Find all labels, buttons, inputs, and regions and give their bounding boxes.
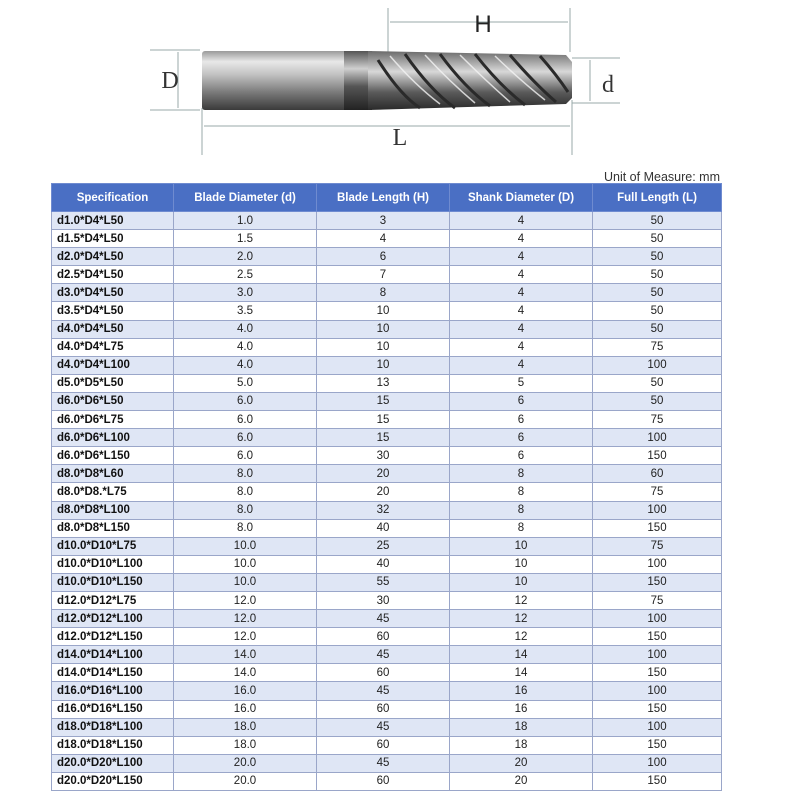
- cell-shank-diameter: 18: [450, 736, 593, 754]
- cell-shank-diameter: 10: [450, 573, 593, 591]
- cell-shank-diameter: 12: [450, 591, 593, 609]
- cell-blade-diameter: 8.0: [174, 465, 317, 483]
- cell-blade-length: 10: [317, 302, 450, 320]
- cell-blade-diameter: 4.0: [174, 320, 317, 338]
- table-row: [52, 772, 722, 790]
- table-row: [52, 374, 722, 392]
- cell-blade-diameter: 6.0: [174, 447, 317, 465]
- header-shank-diameter: Shank Diameter (D): [450, 184, 593, 212]
- table-row: [52, 646, 722, 664]
- cell-specification: d16.0*D16*L100: [52, 682, 174, 700]
- cell-shank-diameter: 4: [450, 356, 593, 374]
- unit-of-measure: Unit of Measure: mm: [603, 170, 720, 184]
- cell-specification: d6.0*D6*L50: [52, 392, 174, 410]
- cell-specification: d8.0*D8*L60: [52, 465, 174, 483]
- table-row: [52, 573, 722, 591]
- table-row: [52, 248, 722, 266]
- cell-specification: d20.0*D20*L100: [52, 754, 174, 772]
- cell-blade-length: 30: [317, 591, 450, 609]
- table-row: [52, 718, 722, 736]
- cell-specification: d16.0*D16*L150: [52, 700, 174, 718]
- cell-full-length: 75: [593, 537, 722, 555]
- cell-shank-diameter: 6: [450, 429, 593, 447]
- cell-blade-length: 40: [317, 519, 450, 537]
- cell-specification: d4.0*D4*L100: [52, 356, 174, 374]
- cell-shank-diameter: 8: [450, 465, 593, 483]
- cell-blade-diameter: 2.5: [174, 266, 317, 284]
- cell-specification: d4.0*D4*L75: [52, 338, 174, 356]
- table-row: [52, 284, 722, 302]
- cell-shank-diameter: 6: [450, 411, 593, 429]
- cell-blade-diameter: 8.0: [174, 483, 317, 501]
- cell-blade-length: 45: [317, 646, 450, 664]
- table-row: [52, 700, 722, 718]
- cell-blade-length: 15: [317, 392, 450, 410]
- cell-full-length: 50: [593, 284, 722, 302]
- cell-full-length: 150: [593, 772, 722, 790]
- cell-blade-length: 60: [317, 700, 450, 718]
- cell-full-length: 50: [593, 374, 722, 392]
- blade-length-dimension: [388, 8, 570, 52]
- cell-specification: d18.0*D18*L150: [52, 736, 174, 754]
- cell-specification: d10.0*D10*L75: [52, 537, 174, 555]
- cell-blade-diameter: 10.0: [174, 555, 317, 573]
- cell-specification: d5.0*D5*L50: [52, 374, 174, 392]
- cell-shank-diameter: 4: [450, 284, 593, 302]
- cell-specification: d10.0*D10*L100: [52, 555, 174, 573]
- cell-blade-diameter: 6.0: [174, 429, 317, 447]
- cell-blade-diameter: 2.0: [174, 248, 317, 266]
- table-header-row: [52, 184, 722, 212]
- cell-blade-length: 4: [317, 230, 450, 248]
- cell-blade-length: 20: [317, 483, 450, 501]
- cell-full-length: 50: [593, 230, 722, 248]
- cell-specification: d3.0*D4*L50: [52, 284, 174, 302]
- cell-blade-diameter: 8.0: [174, 501, 317, 519]
- cell-blade-length: 55: [317, 573, 450, 591]
- cell-blade-diameter: 4.0: [174, 356, 317, 374]
- table-row: [52, 338, 722, 356]
- cell-full-length: 100: [593, 429, 722, 447]
- cell-full-length: 50: [593, 212, 722, 230]
- cell-shank-diameter: 10: [450, 555, 593, 573]
- cell-blade-length: 10: [317, 356, 450, 374]
- cell-full-length: 100: [593, 682, 722, 700]
- cell-shank-diameter: 6: [450, 447, 593, 465]
- cell-full-length: 100: [593, 356, 722, 374]
- table-row: [52, 465, 722, 483]
- cell-blade-diameter: 10.0: [174, 537, 317, 555]
- cell-shank-diameter: 8: [450, 501, 593, 519]
- cell-shank-diameter: 4: [450, 302, 593, 320]
- cell-blade-diameter: 18.0: [174, 736, 317, 754]
- table-row: [52, 392, 722, 410]
- cell-blade-diameter: 6.0: [174, 392, 317, 410]
- cell-specification: d12.0*D12*L100: [52, 610, 174, 628]
- cell-blade-diameter: 1.5: [174, 230, 317, 248]
- table-row: [52, 754, 722, 772]
- cell-shank-diameter: 4: [450, 338, 593, 356]
- table-row: [52, 230, 722, 248]
- cell-blade-diameter: 10.0: [174, 573, 317, 591]
- cell-blade-diameter: 8.0: [174, 519, 317, 537]
- cell-full-length: 150: [593, 628, 722, 646]
- cell-full-length: 150: [593, 519, 722, 537]
- cell-blade-diameter: 12.0: [174, 591, 317, 609]
- table-row: [52, 555, 722, 573]
- cell-shank-diameter: 8: [450, 483, 593, 501]
- shank-diameter-dimension: [150, 50, 200, 110]
- cell-specification: d1.5*D4*L50: [52, 230, 174, 248]
- cell-full-length: 50: [593, 302, 722, 320]
- cell-blade-length: 13: [317, 374, 450, 392]
- shank: [202, 51, 348, 110]
- cell-full-length: 50: [593, 392, 722, 410]
- table-row: [52, 664, 722, 682]
- cell-blade-diameter: 3.0: [174, 284, 317, 302]
- cell-specification: d8.0*D8*L100: [52, 501, 174, 519]
- cell-blade-diameter: 6.0: [174, 411, 317, 429]
- table-row: [52, 212, 722, 230]
- cell-blade-length: 10: [317, 338, 450, 356]
- cell-blade-length: 3: [317, 212, 450, 230]
- cell-full-length: 60: [593, 465, 722, 483]
- cell-shank-diameter: 8: [450, 519, 593, 537]
- table-row: [52, 447, 722, 465]
- cell-full-length: 50: [593, 266, 722, 284]
- cell-shank-diameter: 4: [450, 266, 593, 284]
- table-row: [52, 302, 722, 320]
- cell-blade-length: 15: [317, 429, 450, 447]
- cell-blade-length: 60: [317, 736, 450, 754]
- cell-shank-diameter: 4: [450, 212, 593, 230]
- cell-shank-diameter: 20: [450, 754, 593, 772]
- cell-blade-length: 45: [317, 718, 450, 736]
- specification-table: [51, 183, 722, 791]
- label-shank-d: D: [161, 68, 179, 94]
- table-row: [52, 266, 722, 284]
- cell-specification: d2.0*D4*L50: [52, 248, 174, 266]
- cell-blade-diameter: 18.0: [174, 718, 317, 736]
- header-specification: Specification: [52, 184, 174, 212]
- cell-specification: d1.0*D4*L50: [52, 212, 174, 230]
- table-row: [52, 736, 722, 754]
- end-mill-tool: [202, 51, 572, 110]
- cell-specification: d6.0*D6*L75: [52, 411, 174, 429]
- cell-shank-diameter: 18: [450, 718, 593, 736]
- cell-shank-diameter: 10: [450, 537, 593, 555]
- cell-full-length: 75: [593, 483, 722, 501]
- table-row: [52, 610, 722, 628]
- cell-blade-diameter: 14.0: [174, 664, 317, 682]
- cell-shank-diameter: 12: [450, 610, 593, 628]
- cell-specification: d14.0*D14*L150: [52, 664, 174, 682]
- cell-blade-diameter: 20.0: [174, 772, 317, 790]
- cell-full-length: 150: [593, 447, 722, 465]
- cell-blade-length: 45: [317, 754, 450, 772]
- cell-full-length: 50: [593, 248, 722, 266]
- cell-shank-diameter: 4: [450, 230, 593, 248]
- cell-specification: d20.0*D20*L150: [52, 772, 174, 790]
- cell-specification: d4.0*D4*L50: [52, 320, 174, 338]
- cell-blade-diameter: 1.0: [174, 212, 317, 230]
- table-row: [52, 501, 722, 519]
- cell-shank-diameter: 4: [450, 248, 593, 266]
- cell-specification: d10.0*D10*L150: [52, 573, 174, 591]
- cell-blade-length: 10: [317, 320, 450, 338]
- header-blade-length: Blade Length (H): [317, 184, 450, 212]
- table-row: [52, 356, 722, 374]
- cell-blade-length: 30: [317, 447, 450, 465]
- cell-blade-length: 25: [317, 537, 450, 555]
- cell-full-length: 100: [593, 501, 722, 519]
- cell-full-length: 100: [593, 555, 722, 573]
- cell-specification: d3.5*D4*L50: [52, 302, 174, 320]
- cell-blade-diameter: 16.0: [174, 682, 317, 700]
- cell-shank-diameter: 4: [450, 320, 593, 338]
- cell-blade-diameter: 12.0: [174, 610, 317, 628]
- cell-blade-length: 8: [317, 284, 450, 302]
- table-body: [52, 212, 722, 791]
- cell-full-length: 75: [593, 338, 722, 356]
- cell-full-length: 100: [593, 610, 722, 628]
- header-full-length: Full Length (L): [593, 184, 722, 212]
- cell-full-length: 150: [593, 573, 722, 591]
- cell-full-length: 150: [593, 664, 722, 682]
- label-h: H: [474, 11, 492, 38]
- cell-full-length: 100: [593, 646, 722, 664]
- cell-blade-diameter: 20.0: [174, 754, 317, 772]
- cell-blade-length: 15: [317, 411, 450, 429]
- cell-specification: d6.0*D6*L150: [52, 447, 174, 465]
- cell-specification: d6.0*D6*L100: [52, 429, 174, 447]
- table-row: [52, 682, 722, 700]
- cell-blade-length: 6: [317, 248, 450, 266]
- cell-specification: d18.0*D18*L100: [52, 718, 174, 736]
- cell-specification: d8.0*D8.*L75: [52, 483, 174, 501]
- cell-blade-length: 60: [317, 772, 450, 790]
- cell-shank-diameter: 5: [450, 374, 593, 392]
- cell-full-length: 100: [593, 718, 722, 736]
- cell-shank-diameter: 16: [450, 700, 593, 718]
- cell-shank-diameter: 14: [450, 664, 593, 682]
- neck: [344, 51, 372, 110]
- table-row: [52, 483, 722, 501]
- cell-blade-length: 45: [317, 610, 450, 628]
- cell-blade-length: 60: [317, 664, 450, 682]
- cell-specification: d14.0*D14*L100: [52, 646, 174, 664]
- cell-shank-diameter: 12: [450, 628, 593, 646]
- cell-full-length: 50: [593, 320, 722, 338]
- cell-blade-diameter: 5.0: [174, 374, 317, 392]
- table-row: [52, 429, 722, 447]
- label-l: L: [392, 125, 408, 151]
- table-row: [52, 519, 722, 537]
- cell-blade-length: 32: [317, 501, 450, 519]
- cell-shank-diameter: 6: [450, 392, 593, 410]
- table-row: [52, 320, 722, 338]
- cell-full-length: 150: [593, 700, 722, 718]
- cell-shank-diameter: 16: [450, 682, 593, 700]
- cell-blade-diameter: 3.5: [174, 302, 317, 320]
- cell-blade-length: 20: [317, 465, 450, 483]
- cell-shank-diameter: 14: [450, 646, 593, 664]
- end-mill-diagram: [0, 0, 800, 170]
- cell-specification: d8.0*D8*L150: [52, 519, 174, 537]
- blade-diameter-dimension: [572, 58, 620, 103]
- cell-blade-diameter: 12.0: [174, 628, 317, 646]
- cell-blade-diameter: 4.0: [174, 338, 317, 356]
- table-row: [52, 411, 722, 429]
- table-row: [52, 537, 722, 555]
- table-row: [52, 591, 722, 609]
- cell-blade-length: 45: [317, 682, 450, 700]
- header-blade-diameter: Blade Diameter (d): [174, 184, 317, 212]
- table-row: [52, 628, 722, 646]
- cell-blade-length: 60: [317, 628, 450, 646]
- cell-shank-diameter: 20: [450, 772, 593, 790]
- cell-full-length: 150: [593, 736, 722, 754]
- cell-full-length: 75: [593, 591, 722, 609]
- cell-blade-diameter: 16.0: [174, 700, 317, 718]
- cell-specification: d12.0*D12*L75: [52, 591, 174, 609]
- cell-specification: d2.5*D4*L50: [52, 266, 174, 284]
- cell-blade-length: 40: [317, 555, 450, 573]
- cell-blade-length: 7: [317, 266, 450, 284]
- label-blade-d: d: [602, 72, 614, 98]
- cell-specification: d12.0*D12*L150: [52, 628, 174, 646]
- cell-blade-diameter: 14.0: [174, 646, 317, 664]
- cell-full-length: 75: [593, 411, 722, 429]
- cell-full-length: 100: [593, 754, 722, 772]
